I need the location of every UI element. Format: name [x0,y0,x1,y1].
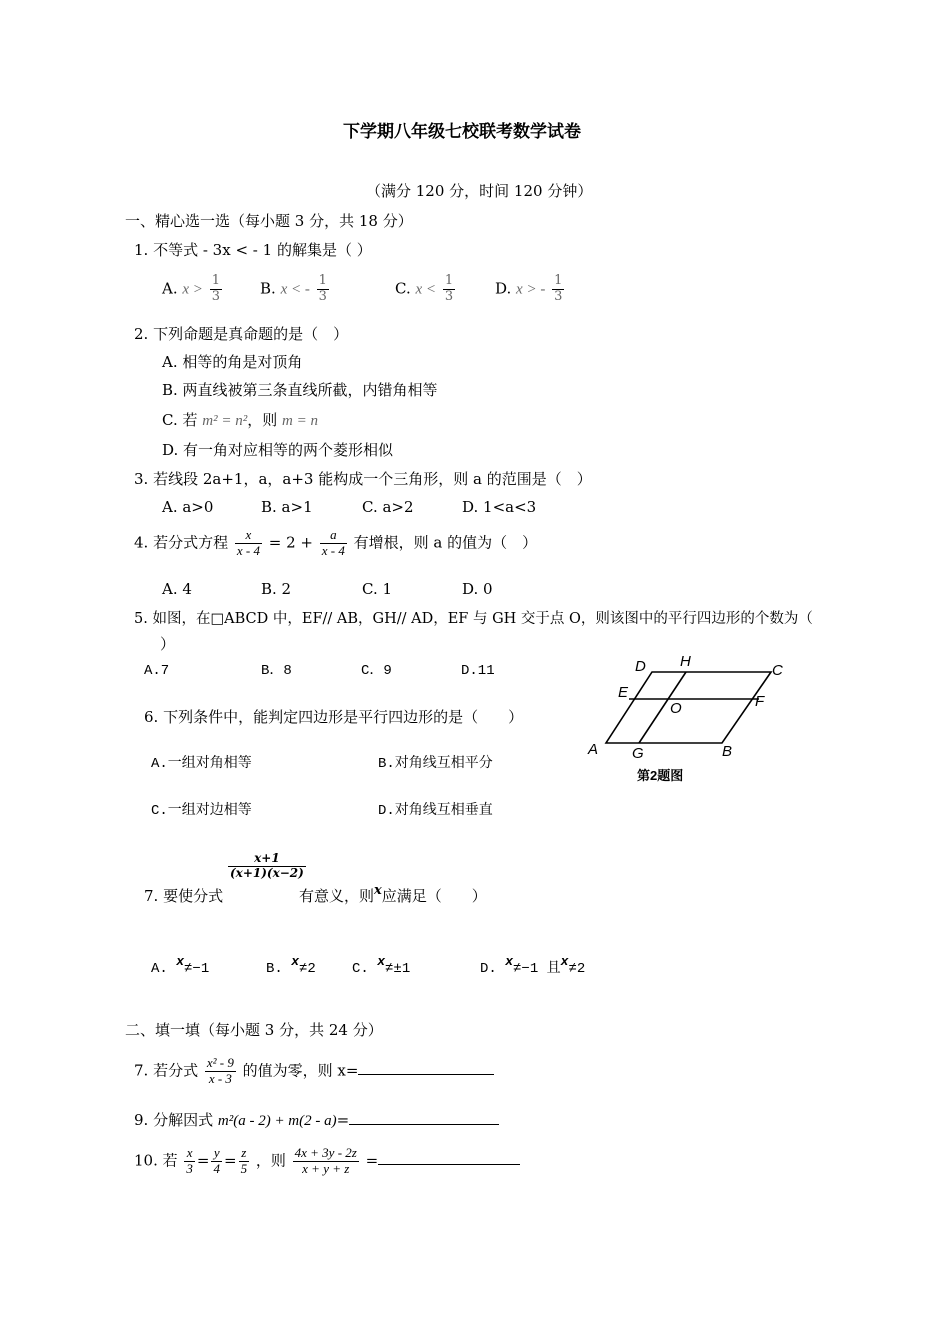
label-c: C [772,662,783,679]
option-text: ≠2 [299,961,316,977]
variable-x: x [377,954,386,969]
stem-text: 有增根，则 a 的值为（ ） [353,533,538,552]
question-3-stem: 3. 若线段 2a+1，a，a+3 能构成一个三角形，则 a 的范围是（ ） [134,470,592,488]
stem-text: ，则 [255,1151,286,1170]
fraction: $\frac{x}{3}$ [186,1145,193,1176]
question-7-option-b [266,954,316,977]
fraction: $\frac{4x + 3y - 2z}{x + y + z}$ [294,1145,357,1176]
question-3-option-c: C. a>2 [362,498,414,516]
fraction: $\frac{a}{x - 4}$ [321,527,345,558]
fill-question-9 [134,1113,499,1129]
question-2-stem: 2. 下列命题是真命题的是（ ） [134,325,349,343]
option-label: C. [395,279,411,298]
section-2-heading: 二、填一填（每小题 3 分，共 24 分） [125,1021,383,1039]
variable-x: x [291,954,300,969]
option-text: ≠±1 [385,961,411,977]
fraction: $\frac{y}{4}$ [213,1145,220,1176]
question-2-option-b: B. 两直线被第三条直线所截，内错角相等 [162,381,438,399]
stem-text: 的值为零，则 x= [242,1061,359,1080]
fraction: $\frac{1}{3}$ [211,273,220,304]
option-label: A. [151,961,168,977]
option-label: A. [162,279,178,298]
question-6-stem: 6. 下列条件中，能判定四边形是平行四边形的是（ ） [144,708,524,726]
question-4-option-b: B. 2 [261,580,292,598]
stem-text: 有意义，则 [299,887,375,905]
question-5-option-a: A.7 [144,663,170,679]
stem-text: = [336,1111,350,1129]
question-7-option-c [352,954,411,977]
label-d: D [635,658,646,675]
label-g: G [632,745,644,762]
label-b: B [722,743,733,760]
question-5-stem-close: ） [160,635,176,653]
stem-text: 9. 分解因式 [134,1111,214,1129]
question-7-stem-end [299,883,487,905]
label-o: O [670,700,682,717]
question-4-option-a: A. 4 [162,580,192,598]
expression: m²(a - 2) + m(2 - a) [217,1113,337,1129]
stem-text: 7. 若分式 [134,1061,199,1080]
equation: m = n [282,413,318,429]
option-label: B. [266,961,283,977]
label-h: H [680,653,691,670]
option-text: ≠−1 [184,961,210,977]
option-expression: x < - [280,281,310,298]
question-1-option-a [162,274,224,305]
question-7-stem-start: 7. 要使分式 [144,887,224,905]
option-text: ≠2 [568,961,586,977]
option-expression: x > - [516,281,546,298]
stem-text: 10. 若 [134,1151,178,1170]
question-6-option-a: A.一组对角相等 [151,756,252,772]
section-1-heading: 一、精心选一选（每小题 3 分，共 18 分） [125,212,413,230]
question-4-stem [134,528,537,559]
question-6-option-c: C.一组对边相等 [151,803,252,819]
fraction: $\frac{x+1}{(x+1)(x-2)}$ [230,851,304,880]
option-label: C. [352,961,369,977]
label-a: A [588,741,599,758]
question-3-option-d: D. 1<a<3 [462,498,537,516]
answer-blank[interactable] [378,1164,520,1165]
label-f: F [755,693,765,710]
fraction: $\frac{z}{5}$ [240,1145,248,1176]
question-4-option-d: D. 0 [462,580,493,598]
answer-blank[interactable] [358,1074,494,1075]
option-text: C. 若 [162,411,198,429]
question-2-option-c [162,413,318,429]
option-expression: x > [182,281,203,298]
question-6-option-b: B.对角线互相平分 [378,756,493,772]
equation: m² = n² [202,413,248,429]
stem-text: 应满足（ ） [381,887,487,905]
question-7-option-d [480,954,586,977]
fraction: $\frac{1}{3}$ [444,273,454,304]
fill-question-8 [134,1056,494,1087]
question-3-option-a: A. a>0 [162,498,214,516]
question-5-option-d: D.11 [461,663,495,679]
fraction: $\frac{1}{3}$ [318,273,327,304]
fraction: $\frac{x}{x - 4}$ [236,527,260,558]
question-5-option-c: C．9 [361,663,392,679]
question-5-option-b: B．8 [261,663,292,679]
answer-blank[interactable] [349,1124,499,1125]
question-2-option-d: D. 有一角对应相等的两个菱形相似 [162,441,394,459]
figure-caption: 第2题图 [637,768,684,783]
variable-x: x [374,883,382,898]
fill-question-10: 10. 若 $\frac{x}{3}$ = $\frac{y}{4}$ = $\frac{z}{5}$ ，则 $\frac{4x + 3y - 2z}{x + y + z}$ = [134,1146,520,1177]
question-6-option-d: D.对角线互相垂直 [378,803,493,819]
stem-text: 4. 若分式方程 [134,533,229,552]
variable-x: x [176,954,185,969]
option-label: D. [495,279,512,298]
question-1-option-b [260,274,331,305]
parallelogram-abcd [606,672,771,743]
question-3-option-b: B. a>1 [261,498,313,516]
variable-x: x [505,954,514,969]
question-7-fraction [226,852,308,881]
parallelogram-figure [580,650,800,790]
exam-info: （满分 120 分，时间 120 分钟） [366,182,593,200]
fraction: $\frac{1}{3}$ [554,273,563,304]
label-e: E [618,684,629,701]
page-title: 下学期八年级七校联考数学试卷 [343,122,581,142]
option-text: ，则 [247,411,278,429]
option-label: B. [260,279,276,298]
question-1-option-c [395,274,457,305]
option-text: ≠−1 且 [513,961,561,977]
question-1-stem: 1. 不等式 - 3x < - 1 的解集是（ ） [134,241,372,259]
stem-text: = 2 + [268,533,313,552]
question-1-option-d [495,274,566,305]
question-4-option-c: C. 1 [362,580,393,598]
option-expression: x < [415,281,437,298]
question-2-option-a: A. 相等的角是对顶角 [162,353,303,371]
question-5-stem: 5. 如图，在□ABCD 中，EF// AB，GH// AD，EF 与 GH 交于点 O，则该图中的平行四边形的个数为（ [134,611,813,627]
question-7-option-a [151,954,210,977]
fraction: $\frac{\text{x² - 9}}{x - 3}$ [206,1055,234,1086]
variable-x: x [560,954,569,969]
stem-text: = [365,1151,379,1170]
option-label: D. [480,961,497,977]
